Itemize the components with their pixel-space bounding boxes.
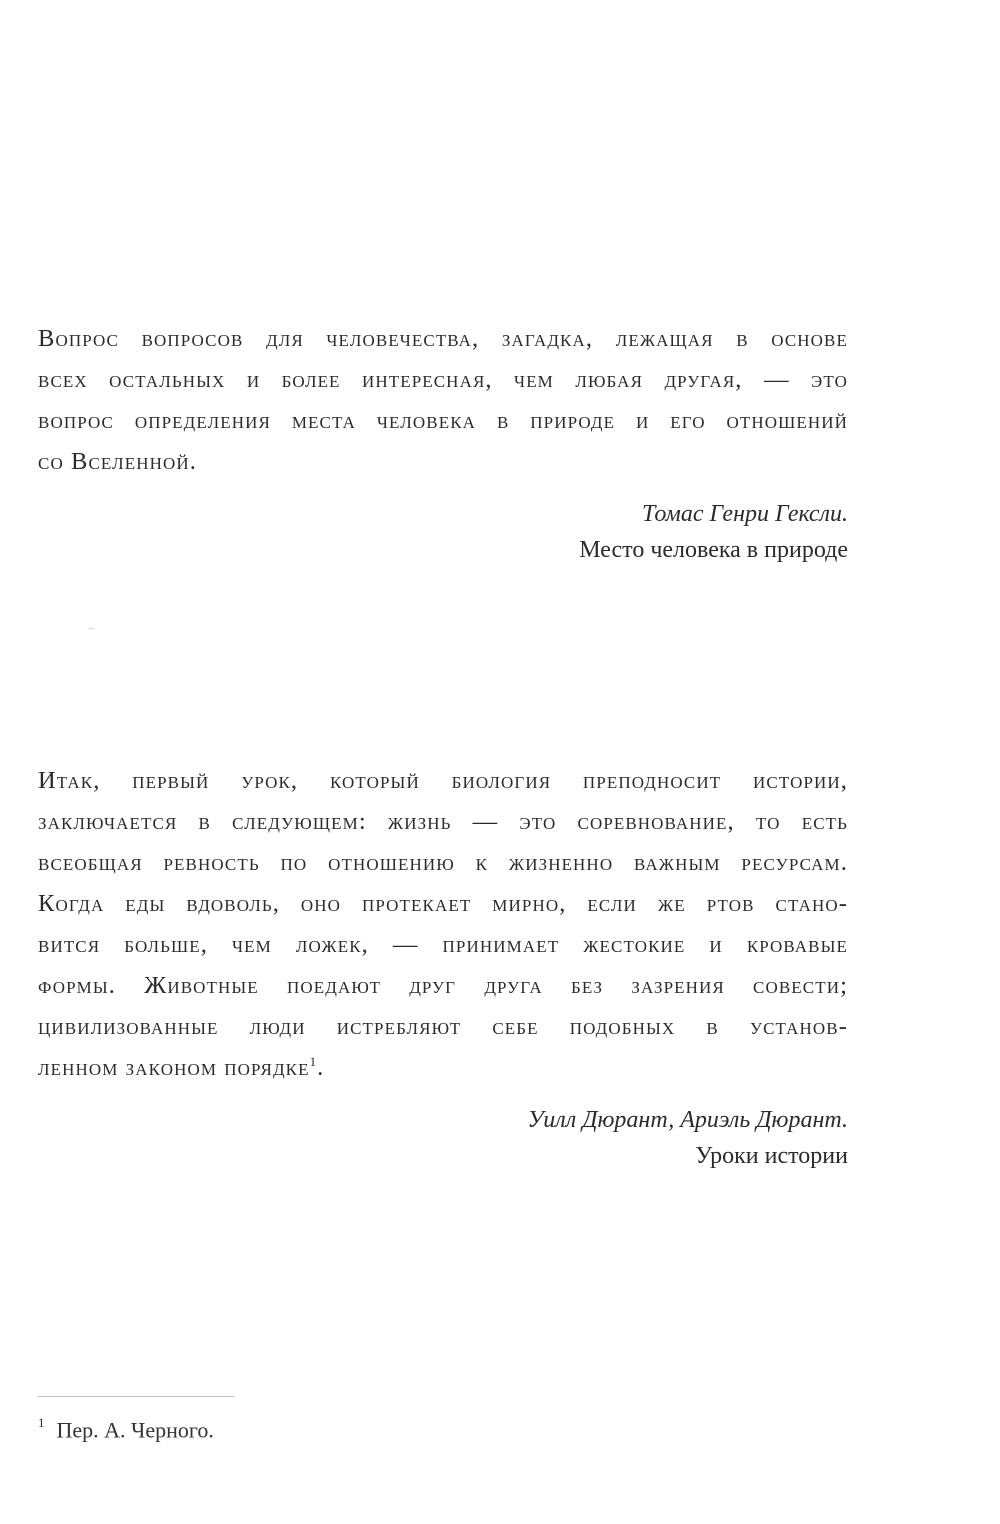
- epigraph-attribution: [38, 1102, 848, 1174]
- quote-line-final: [38, 1047, 848, 1088]
- epigraph-author: Томас Генри Гексли.: [641, 501, 848, 527]
- quote-line: вопрос определения места человека в природе и его отношений: [38, 407, 848, 434]
- epigraph-attribution: [38, 496, 848, 568]
- footnote-reference[interactable]: 1: [309, 1053, 318, 1069]
- epigraph-work-title: Уроки истории: [695, 1143, 848, 1169]
- footnote-divider: [38, 1396, 234, 1397]
- footnote-text: Пер. А. Черного.: [56, 1417, 214, 1443]
- epigraph-quote: [38, 760, 848, 1088]
- quote-line: заключается в следующем: жизнь — это соревнование, то есть: [38, 808, 848, 835]
- quote-line: Итак, первый урок, который биология преподносит истории,: [38, 767, 848, 794]
- quote-line: Когда еды вдоволь, оно протекает мирно, если же ртов стано-: [38, 890, 848, 917]
- footnote-mark: 1: [38, 1415, 45, 1430]
- quote-line-text: ленном законом порядке: [38, 1054, 310, 1081]
- quote-line: всех остальных и более интересная, чем любая другая, — это: [38, 366, 848, 393]
- quote-line-period: .: [317, 1054, 325, 1081]
- epigraph-work-title: Место человека в природе: [579, 537, 848, 563]
- footnote: [38, 1410, 214, 1445]
- quote-line: со Вселенной.: [38, 448, 198, 475]
- quote-line: Вопрос вопросов для человечества, загадка, лежащая в основе: [38, 325, 848, 352]
- scan-speck: [88, 628, 94, 629]
- epigraph-huxley: [38, 318, 848, 568]
- epigraph-author: Уилл Дюрант, Ариэль Дюрант.: [527, 1107, 848, 1133]
- quote-line: формы. Животные поедают друг друга без зазрения совести;: [38, 972, 848, 999]
- quote-line: цивилизованные люди истребляют себе подобных в установ-: [38, 1013, 848, 1040]
- quote-line: вится больше, чем ложек, — принимает жестокие и кровавые: [38, 931, 848, 958]
- epigraph-durant: [38, 760, 848, 1174]
- epigraph-quote: [38, 318, 848, 482]
- quote-line: всеобщая ревность по отношению к жизненно важным ресурсам.: [38, 849, 848, 876]
